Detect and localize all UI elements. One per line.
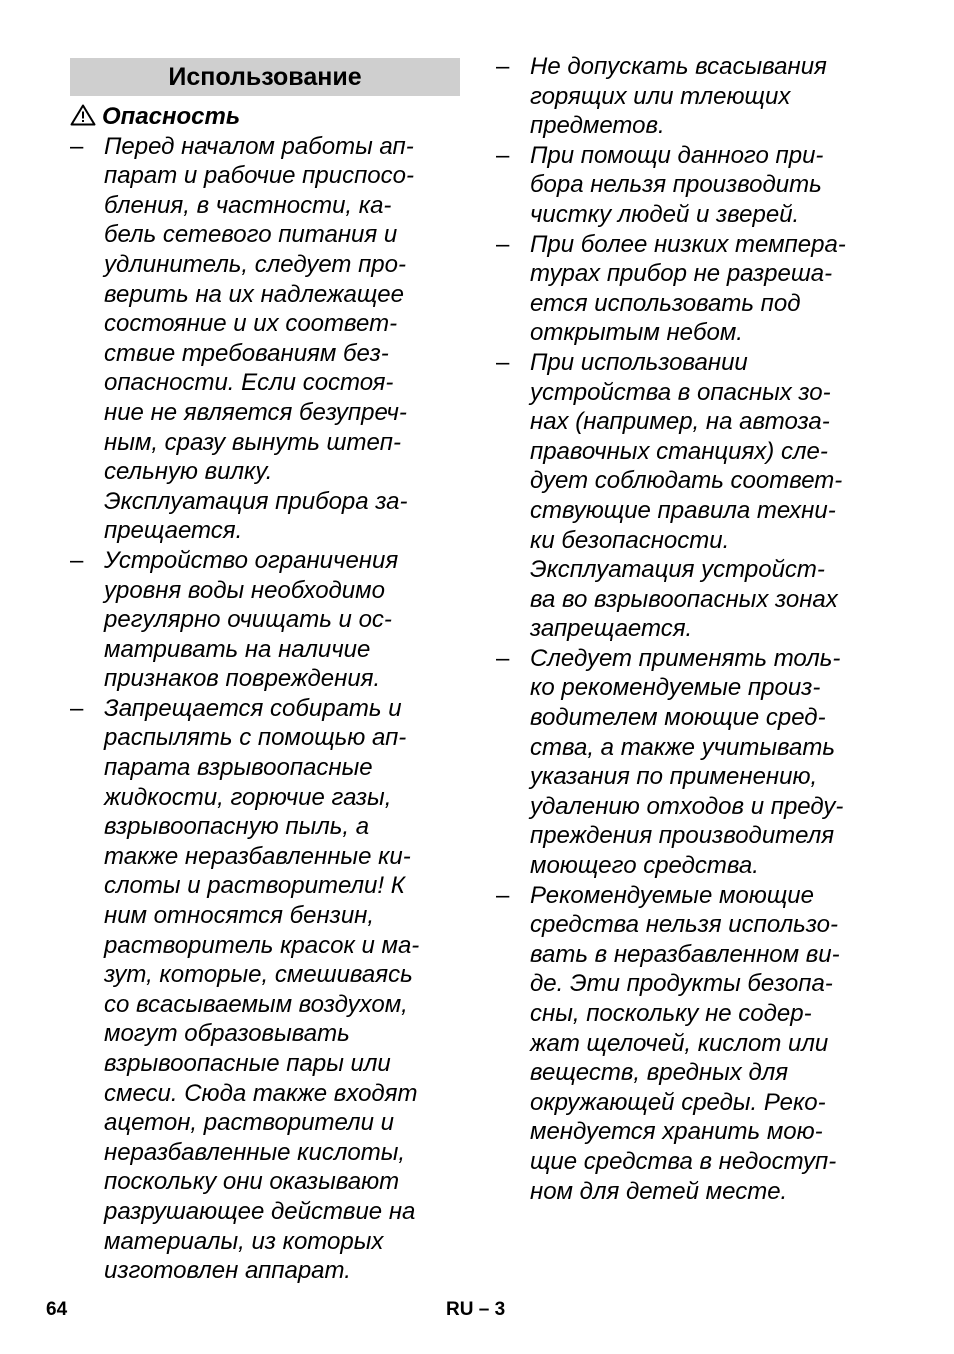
list-item-line: При помощи данного при- — [530, 141, 824, 169]
list-item — [496, 141, 896, 230]
list-item — [496, 644, 896, 881]
list-item-line: взрывоопасные пары или — [104, 1050, 391, 1077]
list-item-line: сельную вилку. — [104, 458, 273, 486]
list-dash: – — [496, 644, 510, 672]
danger-heading — [70, 102, 460, 132]
list-item-line: признаков повреждения. — [104, 665, 381, 693]
list-item-line: де. Эти продукты безопа- — [530, 970, 833, 998]
list-dash: – — [70, 694, 84, 722]
list-item-line: сны, поскольку не содер- — [530, 1000, 812, 1027]
list-item-line: водителем моющие сред- — [530, 704, 826, 732]
list-item-line: бель сетевого питания и — [104, 221, 398, 249]
list-item-line: опасности. Если состоя- — [104, 369, 394, 397]
list-item-line: предметов. — [530, 112, 665, 140]
list-item-line: парат и рабочие приспосо- — [104, 162, 414, 190]
section-title: Использование — [70, 58, 460, 96]
list-dash: – — [496, 348, 510, 376]
list-item-line: ствующие правила техни- — [530, 496, 836, 524]
right-column — [496, 52, 896, 1206]
list-item-line: правочных станциях) сле- — [530, 437, 828, 465]
list-item-line: уровня воды необходимо — [104, 576, 385, 604]
left-column — [70, 52, 460, 1286]
list-item-line: веществ, вредных для — [530, 1059, 789, 1087]
right-list — [496, 52, 896, 1206]
page-number: 64 — [46, 1299, 68, 1320]
list-item-line: указания по применению, — [530, 763, 818, 791]
list-item-line: устройства в опасных зо- — [530, 378, 831, 406]
list-item-line: бления, в частности, ка- — [104, 191, 392, 219]
list-dash: – — [496, 881, 510, 909]
list-item-line: щие средства в недоступ- — [530, 1147, 837, 1175]
list-item-line: чистку людей и зверей. — [530, 200, 800, 228]
list-item-line: ки безопасности. — [530, 526, 730, 554]
list-item-line: Перед началом работы ап- — [104, 132, 414, 160]
list-dash: – — [70, 132, 84, 160]
list-item-line: ва во взрывоопасных зонах — [530, 585, 838, 613]
list-item-line: запрещается. — [530, 615, 693, 643]
list-item-line: бора нельзя производить — [530, 171, 822, 199]
list-item-line: распылять с помощью ап- — [104, 724, 407, 752]
left-list — [70, 132, 460, 1286]
list-item-line: удлинитель, следует про- — [104, 250, 406, 278]
list-item — [70, 132, 460, 546]
list-item-line: жат щелочей, кислот или — [530, 1029, 829, 1057]
list-item-line: материалы, из которых — [104, 1227, 384, 1255]
list-item-line: ствие требованиям без- — [104, 339, 389, 367]
list-item-line: дует соблюдать соответ- — [530, 467, 843, 495]
list-item-line: ние не является безупреч- — [104, 398, 407, 426]
list-item-line: ства, а также учитывать — [530, 733, 836, 761]
list-item — [496, 348, 896, 644]
list-item-line: растворитель красок и ма- — [104, 931, 420, 959]
list-item-line: моющего средства. — [530, 852, 759, 880]
list-item — [70, 546, 460, 694]
list-item-line: могут образовывать — [104, 1020, 350, 1048]
list-item-line: прещается. — [104, 517, 243, 545]
list-item — [496, 230, 896, 348]
list-item-line: преждения производителя — [530, 822, 835, 850]
list-item-line: изготовлен аппарат. — [104, 1257, 351, 1285]
list-item-line: ко рекомендуемые произ- — [530, 674, 821, 702]
list-item-line: взрывоопасную пыль, а — [104, 813, 370, 841]
list-item-line: горящих или тлеющих — [530, 82, 791, 110]
list-item-line: со всасываемым воздухом, — [104, 990, 408, 1018]
danger-heading-label: Опасность — [102, 103, 241, 130]
list-dash: – — [70, 546, 84, 574]
list-item-line: Не допускать всасывания — [530, 53, 827, 80]
list-item — [70, 694, 460, 1286]
list-item-line: состояние и их соответ- — [104, 310, 398, 338]
list-item-line: верить на их надлежащее — [104, 280, 404, 308]
list-item-line: средства нельзя использо- — [530, 911, 839, 939]
list-item-line: Рекомендуемые моющие — [530, 881, 814, 909]
list-item-line: ацетон, растворители и — [104, 1109, 394, 1137]
list-dash: – — [496, 141, 510, 169]
list-item-line: Эксплуатация прибора за- — [104, 487, 408, 515]
list-item-line: турах прибор не разреша- — [530, 260, 833, 288]
list-item-line: ном для детей месте. — [530, 1177, 788, 1205]
list-item-line: При более низких темпера- — [530, 230, 846, 258]
list-item-line: неразбавленные кислоты, — [104, 1138, 406, 1166]
list-item-line: При использовании — [530, 348, 748, 376]
list-item — [496, 881, 896, 1207]
list-item-line: вать в неразбавленном ви- — [530, 940, 840, 968]
list-item-line: разрушающее действие на — [104, 1197, 416, 1225]
list-item-line: нах (например, на автоза- — [530, 408, 830, 436]
list-dash: – — [496, 230, 510, 258]
list-item-line: парата взрывоопасные — [104, 754, 373, 782]
list-item-line: Следует применять толь- — [530, 644, 841, 672]
list-item-line: поскольку они оказывают — [104, 1168, 400, 1196]
list-item-line: Запрещается собирать и — [104, 694, 402, 722]
list-item-line: открытым небом. — [530, 319, 743, 347]
list-item-line: ним относятся бензин, — [104, 902, 375, 930]
list-item-line: слоты и растворители! К — [104, 872, 405, 900]
list-item-line: Эксплуатация устройст- — [530, 556, 825, 584]
list-item-line: смеси. Сюда также входят — [104, 1079, 418, 1107]
list-item-line: удалению отходов и преду- — [530, 792, 844, 820]
list-item-line: жидкости, горючие газы, — [104, 783, 392, 811]
list-item-line: регулярно очищать и ос- — [104, 606, 392, 634]
list-item-line: зут, которые, смешиваясь — [104, 961, 413, 989]
list-item-line: окружающей среды. Реко- — [530, 1088, 826, 1116]
list-item-line: также неразбавленные ки- — [104, 842, 411, 870]
warning-triangle-icon — [70, 104, 96, 126]
list-item-line: мендуется хранить мою- — [530, 1118, 823, 1146]
list-item-line: ется использовать под — [530, 289, 801, 317]
list-item-line: Устройство ограничения — [104, 546, 399, 574]
list-item-line: ным, сразу вынуть штеп- — [104, 428, 401, 456]
list-item — [496, 52, 896, 141]
page-reference: RU – 3 — [446, 1299, 506, 1320]
list-item-line: матривать на наличие — [104, 635, 371, 663]
list-dash: – — [496, 53, 510, 80]
